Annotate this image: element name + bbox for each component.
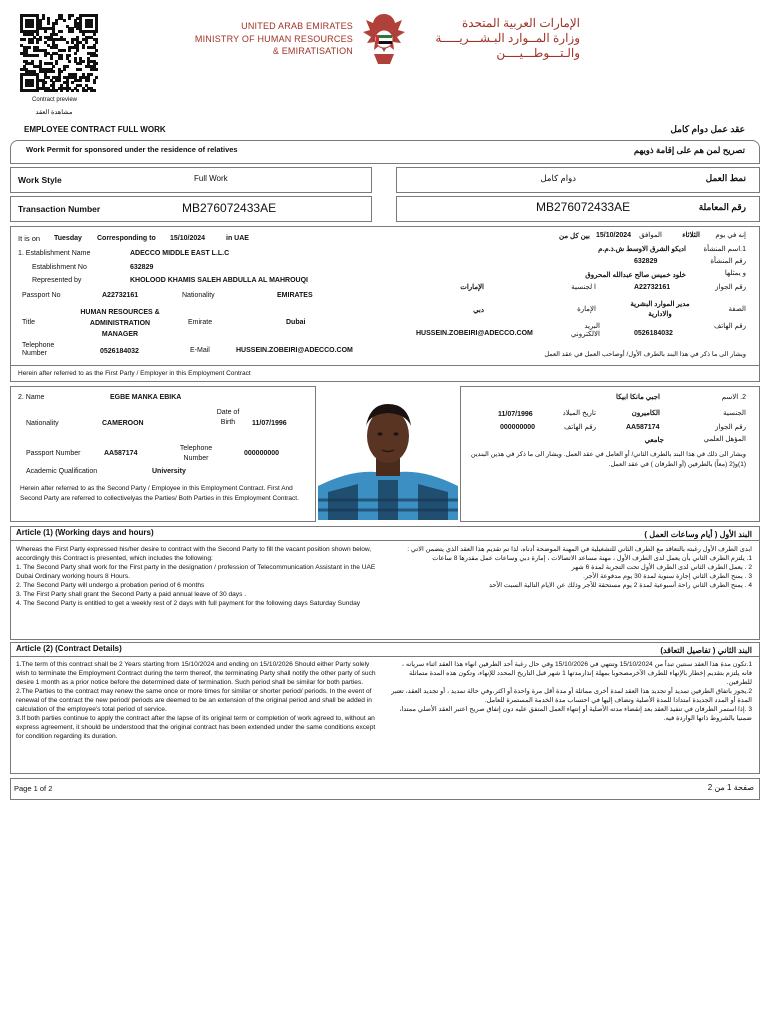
ar-email-label: البريد الالكتروني	[570, 323, 600, 339]
ar-sp-qual: جامعي	[644, 437, 664, 444]
article2-title-line-ar	[390, 656, 760, 657]
article1-title-en: Article (1) (Working days and hours)	[16, 528, 154, 537]
permit-en: Work Permit for sponsored under the residence of relatives	[26, 145, 238, 154]
sp-name-label: 2. Name	[18, 394, 45, 401]
sp-herein-ar: ويشار الى ذلك في هذا البند بالطرف الثاني/ أو العامل في عقد العمل. ويشار الى ما ذكر في هذين البندين (1)و(2 (معاً) بالطرفين (أو الطرفان ) في عقد العمل.	[470, 451, 746, 468]
ar-emirate: دبي	[473, 307, 484, 314]
uae-emblem-icon	[360, 10, 408, 70]
article2-text-ar: 1.تكون مدة هذا العقد سنتين تبدأ من 15/10/2024 وتنتهي في 15/10/2026 وفي حال رغبة أحد الطرفين انهاء هذا العقد اثناء سريانه ، فانه يلتزم بتقديم إخطار بالإنهاء للطرف الآخرمصحوبا بمهلة إنذارمدتها 1 شهر قبل التاريخ المحدد للإنهاء، وتكون هذه المدة متماثلة للطرفين. 2.يجوز باتفاق الطرفين تمديد أو تجديد هذا العقد لمدة أخرى مماثلة أو مدة أقل مرة واحدة أو اكثر،وفي حالة تمديد ، أو تجديد العقد، تعتبر المدة أو المدد الجديدة امتدادا للمدة الأصلية وتضاف إليها في احتساب مدة الخدمة المستمرة للعامل. 3 .إذا استمر الطرفان في تنفيذ العقد بعد إنقضاء مدته الأصلية أو إنتهاء العمل المتفق عليه دون إتفاق صريح اعتبر العقد الأصلي ممتدا، ضمنيا بالشروط ذاتها الواردة فيه.	[391, 661, 752, 722]
ar-sp-nationality-label: الجنسية	[723, 410, 746, 417]
qr-code	[20, 14, 98, 92]
ministry-name-en: UNITED ARAB EMIRATES MINISTRY OF HUMAN RESOURCES & EMIRATISATION	[194, 21, 353, 56]
ar-sp-nationality: الكاميرون	[631, 410, 660, 417]
est-name-label: 1. Establishment Name	[18, 250, 91, 257]
sp-phone: 000000000	[244, 450, 280, 457]
transaction-label-ar: رقم المعاملة	[698, 202, 746, 212]
ar-nationality-label: ا لجنسية	[571, 284, 596, 291]
transaction-number-en: MB276072433AE	[182, 201, 277, 215]
contract-preview-en: Contract preview	[32, 97, 78, 103]
contract-title-ar: عقد عمل دوام كامل	[670, 124, 745, 134]
ar-sp-name: اجبي مانكا ابيكا	[616, 394, 660, 401]
sp-phone-label: Telephone Number	[179, 445, 213, 462]
work-style-value-en: Full Work	[194, 174, 228, 183]
ar-est-no: 632829	[634, 258, 658, 265]
article2-title-ar: البند الثاني ( تفاصيل التعاقد)	[660, 646, 752, 655]
fp-passport: A22732161	[102, 292, 139, 299]
fp-herein-ar: ويشار الى ما ذكر في هذا البند بالطرف الأول/ أوصاحب العمل في عقد العمل	[544, 351, 746, 358]
ar-phone-label: رقم الهاتف	[714, 323, 746, 330]
ar-day-prefix: إنه في يوم	[715, 232, 746, 239]
ar-est-name-label: 1.اسم المنشأة	[703, 246, 746, 253]
article1-text-ar: ابدى الطرف الأول رغبته بالتعاقد مع الطرف الثاني للتشغيلية في المهنة الموضحة أدناه، لذا تم تقديم هذا العقد الذي يتضمن الاتي : 1. يلتزم الطرف الثاني بأن يعمل لدى الطرف الأول ، مهنة مساعد الاتصالات ، إمارة دبي وساعات عمل مقدرها 8 ساعات 2 . يعمل الطرف الثاني لدى الطرف الأول تحت التجربة لمدة 6 شهر 3 . يمنح الطرف الثاني إجازة سنوية لمدة 30 يوم مدفوعة الأجر. 4 . يمنح الطرف الثاني راحة أسبوعية لمدة 2 يوم مستحقة للأجر وذلك عن الايام التالية السبت الأحد	[407, 546, 752, 589]
sp-nationality: CAMEROON	[102, 420, 144, 427]
contract-title-en: EMPLOYEE CONTRACT FULL WORK	[24, 125, 166, 134]
page-number-ar: صفحة 1 من 2	[707, 783, 754, 792]
employee-photo	[318, 396, 458, 520]
est-name: ADECCO MIDDLE EAST L.L.C	[130, 250, 230, 257]
ar-sp-name-label: 2. الاسم	[721, 394, 746, 401]
corresponding-label: Corresponding to	[97, 235, 156, 242]
footer-bar	[10, 778, 760, 800]
fp-title-label: Title	[22, 319, 35, 326]
transaction-number-ar: MB276072433AE	[536, 200, 631, 214]
article2-title-line-en	[10, 656, 390, 657]
sp-passport: AA587174	[104, 450, 138, 457]
ar-sp-dob-label: تاريخ الميلاد	[562, 410, 596, 417]
ministry-name-ar: الإمارات العربية المتحدة وزارة المــوارد البـشـــريـــــة والـتـــوطـــيــــن	[435, 16, 580, 60]
sp-name: EGBE MANKA EBIKA	[110, 394, 182, 401]
sp-herein-en: Herein after referred to as the Second Party / Employee in this Employment Contract. First And Second Party are referred to collectivelyas the Parties/ Both Parties in this Employment Contract.	[20, 485, 299, 502]
ar-title-label: الصفة	[728, 306, 746, 313]
representative-name: KHOLOOD KHAMIS SALEH ABDULLA AL MAHROUQI	[130, 277, 308, 284]
sp-passport-label: Passport Number	[26, 450, 81, 457]
fp-title: HUMAN RESOURCES & ADMINISTRATION MANAGER	[80, 309, 160, 338]
ar-sp-dob: 11/07/1996	[498, 411, 533, 418]
fp-emirate-label: Emirate	[188, 319, 213, 326]
transaction-label-en: Transaction Number	[18, 204, 101, 214]
work-style-label-ar: نمط العمل	[705, 173, 746, 183]
ar-sp-passport-label: رقم الجواز	[715, 424, 746, 431]
contract-date: 15/10/2024	[170, 235, 206, 242]
est-no-label: Establishment No	[32, 264, 87, 271]
article2-text-en: 1.The term of this contract shall be 2 Years starting from 15/10/2024 and ending on 15/10/2026 Should either Party solely wish to terminate the Employment Contract during the term thereof, the terminating Party shall notify the other party of such desire 1 month as a prior notice before the determined date of termination. Such period shall be similar for both parties. 2.The Parties to the contract may renew the same once or more times for similar or shorter period/ periods. In the event of renewal of the contract the new period/ periods are deemed to be an extension of the original period and shall be added in calculation of the employee's total period of service. 3.If both parties continue to apply the contract after the lapse of its original term or completion of work agreed to, without an express agreement, it should be understood that the original contract has been extended under the same conditions except for condition regarding its duration.	[16, 661, 376, 740]
rep-label: Represented by	[32, 277, 82, 284]
fp-nationality-label: Nationality	[182, 292, 215, 299]
est-no: 632829	[130, 264, 154, 271]
sp-dob-label: Date of Birth	[216, 409, 240, 426]
work-style-box-en	[10, 167, 372, 193]
ar-sp-passport: AA587174	[626, 424, 660, 431]
fp-passport-label: Passport No	[22, 292, 61, 299]
fp-email: HUSSEIN.ZOBEIRI@ADECCO.COM	[236, 347, 353, 354]
ar-sp-qual-label: المؤهل العلمي	[703, 436, 746, 443]
permit-ar: تصريح لمن هم على إقامة ذويهم	[633, 145, 745, 155]
ar-day: الثلاثاء	[682, 232, 700, 239]
ar-sp-phone: 000000000	[500, 424, 536, 431]
article1-text-en: Whereas the First Party expressed his/her desire to contract with the Second Party to fill the vacant position shown below, accordingly this Contract is presented, which includes the following: 1. The Second Party shall work for the First party in the designation / profession of Telecommunication Assistant in the UAE Dubai Ordinary working hours 8 Hours. 2. The Second Party will undergo a probation period of 6 months 3. The First Party shall grant the Second Party a paid annual leave of 30 days . 4. The Second Party is entitled to get a weekly rest of 2 days with full payment for the following days Saturday Sunday	[16, 546, 376, 607]
contract-day: Tuesday	[54, 235, 82, 242]
article1-title-line-ar	[390, 540, 760, 541]
sp-qual-label: Academic Qualification	[26, 468, 98, 475]
fp-nationality: EMIRATES	[277, 292, 313, 299]
ar-est-name: اديكو الشرق الاوسط ش.ذ.م.م	[598, 246, 686, 253]
ar-est-no-label: رقم المنشأة	[710, 258, 746, 265]
fp-phone: 0526184032	[100, 348, 139, 355]
sp-nationality-label: Nationality	[26, 420, 59, 427]
in-uae-label: in UAE	[226, 235, 249, 242]
ar-email: HUSSEIN.ZOBEIRI@ADECCO.COM	[416, 330, 533, 337]
fp-emirate: Dubai	[286, 319, 306, 326]
ar-corresponding: الموافق	[639, 232, 662, 239]
article2-title-en: Article (2) (Contract Details)	[16, 644, 122, 653]
fp-email-label: E-Mail	[190, 347, 210, 354]
fp-herein-en: Herein after referred to as the First Party / Employer in this Employment Contract	[18, 370, 251, 377]
ar-passport-label: رقم الجواز	[715, 284, 746, 291]
page-number-en: Page 1 of 2	[14, 784, 53, 793]
work-style-label-en: Work Style	[18, 175, 62, 185]
ar-date: 15/10/2024	[596, 232, 632, 239]
article1-title-ar: البند الأول ( أيام وساعات العمل )	[644, 530, 752, 539]
article1-title-line-en	[10, 540, 390, 541]
ar-between: بين كل من	[559, 233, 590, 240]
ar-nationality: الإمارات	[460, 284, 484, 291]
sp-qual: University	[152, 468, 186, 475]
fp-phone-label: Telephone Number	[22, 342, 55, 358]
sp-dob: 11/07/1996	[252, 420, 287, 427]
ar-sp-phone-label: رقم الهاتف	[564, 424, 596, 431]
first-party-divider	[10, 365, 760, 366]
ar-passport: A22732161	[634, 284, 671, 291]
work-style-value-ar: دوام كامل	[540, 173, 576, 183]
ar-rep: خلود خميس صالح عبدالله المحروق	[585, 272, 686, 279]
contract-preview-ar: مشاهدة العقد	[35, 109, 73, 116]
ar-rep-label: و يمثلها	[724, 270, 746, 277]
it-is-on-label: It is on	[18, 234, 41, 243]
ar-emirate-label: الإمارة	[577, 306, 596, 313]
ar-title: مدير الموارد البشرية والادارية	[630, 301, 690, 318]
ar-phone: 0526184032	[634, 330, 673, 337]
